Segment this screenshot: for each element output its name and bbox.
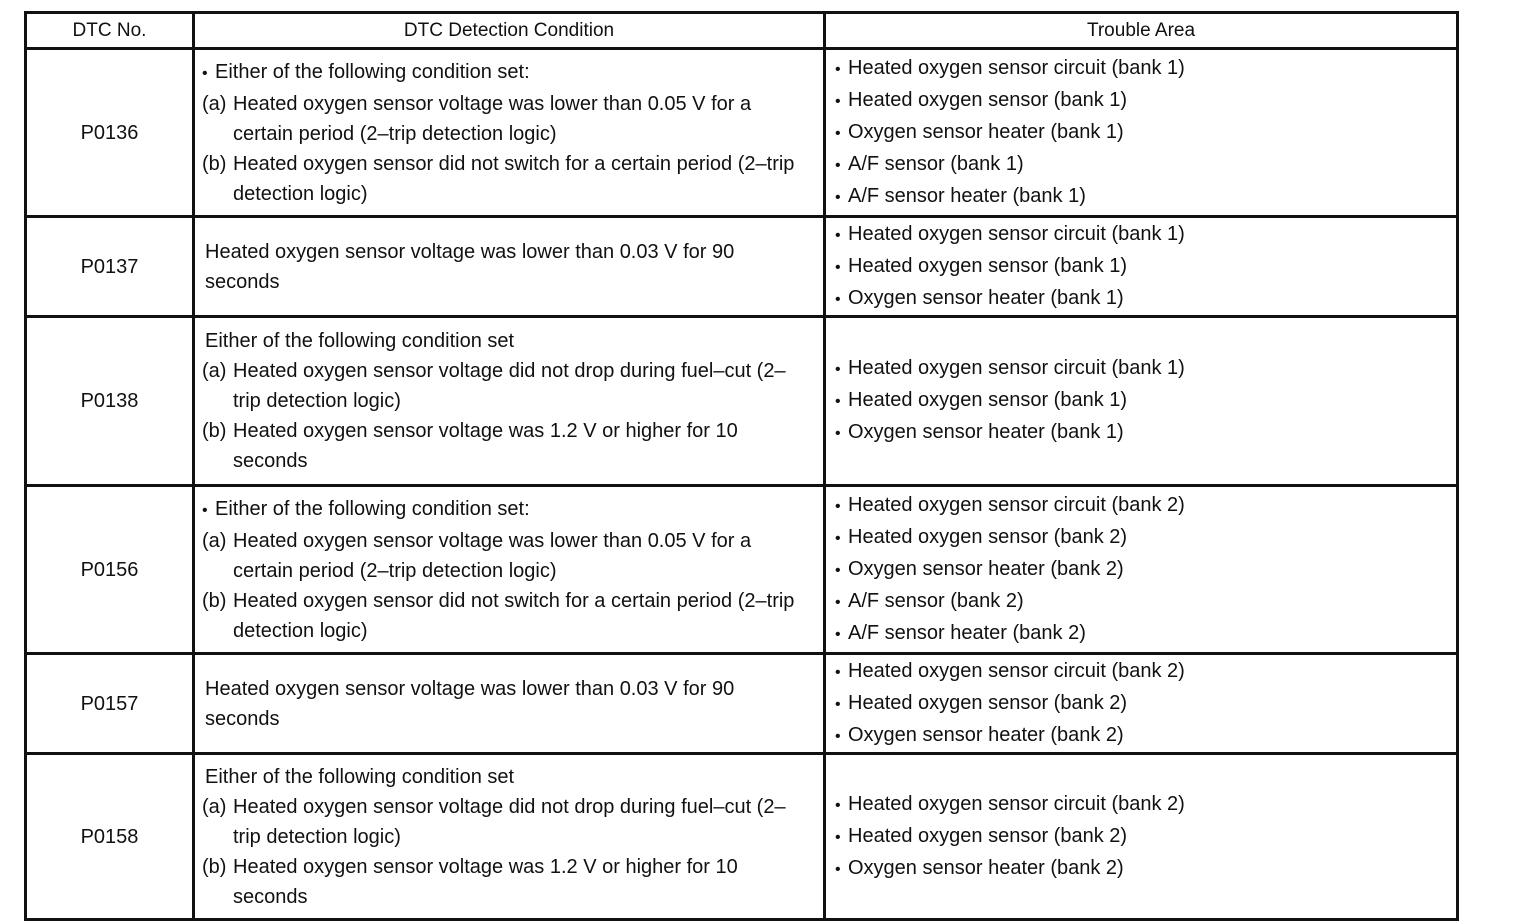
dtc-table: [24, 11, 1459, 921]
trouble-item: [835, 618, 1446, 650]
condition-lead-text: Either of the following condition set:: [215, 497, 530, 520]
trouble-item: [835, 53, 1446, 85]
trouble-area: [825, 49, 1458, 217]
trouble-item: [835, 385, 1446, 417]
bullet-icon: •: [835, 828, 841, 846]
condition-item: [202, 89, 801, 149]
bullet-icon: •: [835, 796, 841, 814]
trouble-item-text: Oxygen sensor heater (bank 2): [848, 723, 1124, 746]
condition-item-prefix: (a): [202, 92, 227, 115]
trouble-area: [825, 217, 1458, 317]
condition-item: [202, 852, 801, 912]
detection-condition: [194, 49, 825, 217]
trouble-area: [825, 754, 1458, 920]
header-detection-condition: DTC Detection Condition: [194, 13, 825, 49]
condition-item: [202, 586, 801, 646]
trouble-item: [835, 688, 1446, 720]
condition-item-prefix: (a): [202, 360, 227, 382]
condition-item-prefix: (a): [202, 529, 227, 552]
table-row: [26, 754, 1458, 920]
trouble-item: [835, 181, 1446, 213]
condition-item-text: Heated oxygen sensor voltage was lower than 0.05 V for a certain period (2–trip detection logic): [233, 92, 752, 145]
bullet-icon: •: [835, 529, 841, 547]
condition-item-text: Heated oxygen sensor did not switch for a certain period (2–trip detection logic): [233, 152, 795, 205]
trouble-item-text: A/F sensor (bank 2): [848, 589, 1024, 612]
bullet-icon: •: [835, 727, 841, 745]
bullet-icon: •: [835, 156, 841, 174]
condition-lead: [202, 494, 801, 526]
detection-condition: [194, 317, 825, 486]
condition-lead: Heated oxygen sensor voltage was lower than 0.03 V for 90 seconds: [205, 677, 735, 730]
condition-item-prefix: (b): [202, 855, 227, 878]
bullet-icon: •: [835, 258, 841, 276]
trouble-item: [835, 586, 1446, 618]
table-row: [26, 654, 1458, 754]
detection-condition: [194, 754, 825, 920]
trouble-item-text: A/F sensor heater (bank 1): [848, 184, 1086, 207]
dtc-code: P0157: [26, 654, 194, 754]
detection-condition: [194, 654, 825, 754]
header-dtc-no: DTC No.: [26, 13, 194, 49]
trouble-area: [825, 654, 1458, 754]
trouble-item: [835, 656, 1446, 688]
condition-item-text: Heated oxygen sensor voltage did not drop during fuel–cut (2–trip detection logic): [233, 795, 786, 848]
condition-lead-text: Either of the following condition set:: [215, 60, 530, 83]
trouble-item: [835, 821, 1446, 853]
bullet-icon: •: [835, 663, 841, 681]
trouble-item-text: Heated oxygen sensor circuit (bank 1): [848, 56, 1185, 79]
trouble-item: [835, 720, 1446, 752]
trouble-item-text: Heated oxygen sensor (bank 1): [848, 389, 1128, 411]
trouble-item-text: Heated oxygen sensor (bank 1): [848, 88, 1128, 111]
condition-item-prefix: (b): [202, 420, 227, 442]
condition-item-text: Heated oxygen sensor voltage did not drop during fuel–cut (2–trip detection logic): [233, 360, 786, 412]
bullet-icon: •: [835, 561, 841, 579]
trouble-item-text: Heated oxygen sensor circuit (bank 1): [848, 357, 1185, 379]
condition-item: [202, 792, 801, 852]
table-row: [26, 317, 1458, 486]
detection-condition: [194, 486, 825, 654]
trouble-item: [835, 417, 1446, 449]
condition-item-text: Heated oxygen sensor voltage was 1.2 V or higher for 10 seconds: [233, 420, 738, 472]
trouble-item-text: Heated oxygen sensor (bank 2): [848, 525, 1128, 548]
bullet-icon: •: [835, 625, 841, 643]
bullet-icon: •: [835, 92, 841, 110]
condition-item: [202, 416, 801, 476]
bullet-icon: •: [835, 361, 841, 378]
table-row: [26, 486, 1458, 654]
bullet-icon: •: [835, 290, 841, 308]
trouble-item-text: A/F sensor (bank 1): [848, 152, 1024, 175]
trouble-item: [835, 283, 1446, 315]
trouble-item-text: Oxygen sensor heater (bank 2): [848, 557, 1124, 580]
trouble-area: [825, 317, 1458, 486]
bullet-icon: •: [835, 593, 841, 611]
trouble-item: [835, 554, 1446, 586]
bullet-icon: •: [835, 695, 841, 713]
dtc-code: P0137: [26, 217, 194, 317]
condition-item-text: Heated oxygen sensor did not switch for a certain period (2–trip detection logic): [233, 589, 795, 642]
trouble-item-text: A/F sensor heater (bank 2): [848, 621, 1086, 644]
trouble-item-text: Heated oxygen sensor circuit (bank 2): [848, 792, 1185, 815]
condition-lead: Either of the following condition set: [205, 765, 515, 788]
dtc-code: P0138: [26, 317, 194, 486]
trouble-item: [835, 353, 1446, 385]
condition-item-prefix: (b): [202, 152, 227, 175]
trouble-area: [825, 486, 1458, 654]
bullet-icon: •: [202, 64, 208, 82]
condition-item: [202, 149, 801, 209]
condition-item: [202, 356, 801, 416]
trouble-item: [835, 251, 1446, 283]
condition-lead: [202, 57, 801, 89]
bullet-icon: •: [835, 425, 841, 442]
bullet-icon: •: [202, 501, 208, 519]
dtc-code: P0136: [26, 49, 194, 217]
trouble-item-text: Oxygen sensor heater (bank 1): [848, 421, 1124, 443]
condition-lead: Either of the following condition set: [205, 330, 515, 352]
dtc-code: P0158: [26, 754, 194, 920]
trouble-item-text: Heated oxygen sensor (bank 2): [848, 691, 1128, 714]
trouble-item: [835, 117, 1446, 149]
trouble-item: [835, 85, 1446, 117]
bullet-icon: •: [835, 497, 841, 515]
trouble-item-text: Heated oxygen sensor circuit (bank 1): [848, 222, 1185, 245]
detection-condition: [194, 217, 825, 317]
table-row: [26, 49, 1458, 217]
condition-lead: Heated oxygen sensor voltage was lower than 0.03 V for 90 seconds: [205, 240, 735, 293]
condition-item-prefix: (b): [202, 589, 227, 612]
condition-item-text: Heated oxygen sensor voltage was lower than 0.05 V for a certain period (2–trip detection logic): [233, 529, 752, 582]
condition-item-prefix: (a): [202, 795, 227, 818]
trouble-item-text: Heated oxygen sensor (bank 1): [848, 254, 1128, 277]
trouble-item: [835, 789, 1446, 821]
bullet-icon: •: [835, 188, 841, 206]
trouble-item-text: Heated oxygen sensor circuit (bank 2): [848, 659, 1185, 682]
trouble-item-text: Oxygen sensor heater (bank 2): [848, 856, 1124, 879]
bullet-icon: •: [835, 124, 841, 142]
condition-item-text: Heated oxygen sensor voltage was 1.2 V or higher for 10 seconds: [233, 855, 738, 908]
trouble-item-text: Heated oxygen sensor circuit (bank 2): [848, 493, 1185, 516]
trouble-item-text: Oxygen sensor heater (bank 1): [848, 286, 1124, 309]
bullet-icon: •: [835, 60, 841, 78]
trouble-item: [835, 522, 1446, 554]
trouble-item: [835, 490, 1446, 522]
trouble-item: [835, 149, 1446, 181]
table-row: [26, 217, 1458, 317]
trouble-item-text: Oxygen sensor heater (bank 1): [848, 120, 1124, 143]
condition-item: [202, 526, 801, 586]
dtc-code: P0156: [26, 486, 194, 654]
bullet-icon: •: [835, 393, 841, 410]
trouble-item: [835, 219, 1446, 251]
bullet-icon: •: [835, 860, 841, 878]
trouble-item-text: Heated oxygen sensor (bank 2): [848, 824, 1128, 847]
bullet-icon: •: [835, 226, 841, 244]
header-row: [26, 13, 1458, 49]
header-trouble-area: Trouble Area: [825, 13, 1458, 49]
trouble-item: [835, 853, 1446, 885]
